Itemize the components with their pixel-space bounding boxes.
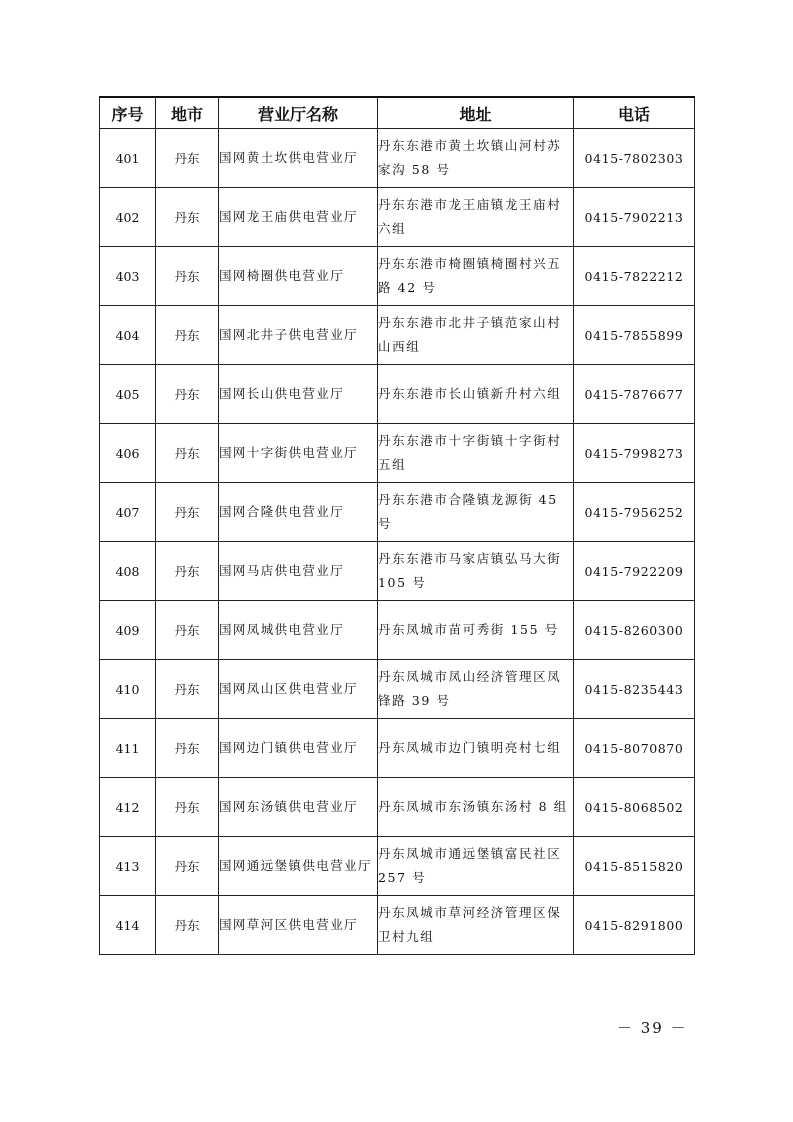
row-hall-name: 国网凤城供电营业厅 (219, 601, 378, 660)
table-header-row (100, 97, 695, 129)
row-seq: 405 (100, 365, 156, 424)
row-phone: 0415-7922209 (574, 542, 695, 601)
row-phone: 0415-8070870 (574, 719, 695, 778)
row-address: 丹东东港市北井子镇范家山村山西组 (378, 306, 574, 365)
row-city: 丹东 (156, 778, 219, 837)
row-city: 丹东 (156, 719, 219, 778)
table-row (100, 365, 695, 424)
row-seq: 403 (100, 247, 156, 306)
row-seq: 407 (100, 483, 156, 542)
row-city: 丹东 (156, 306, 219, 365)
table-row (100, 424, 695, 483)
row-phone: 0415-8068502 (574, 778, 695, 837)
table-row (100, 660, 695, 719)
row-address: 丹东东港市长山镇新升村六组 (378, 365, 574, 424)
row-hall-name: 国网边门镇供电营业厅 (219, 719, 378, 778)
row-city: 丹东 (156, 424, 219, 483)
row-seq: 410 (100, 660, 156, 719)
header-city: 地市 (156, 97, 219, 129)
row-address: 丹东凤城市通远堡镇富民社区 257 号 (378, 837, 574, 896)
row-hall-name: 国网黄土坎供电营业厅 (219, 129, 378, 188)
table-row (100, 188, 695, 247)
table-row (100, 483, 695, 542)
row-hall-name: 国网东汤镇供电营业厅 (219, 778, 378, 837)
row-address: 丹东凤城市苗可秀街 155 号 (378, 601, 574, 660)
row-city: 丹东 (156, 247, 219, 306)
row-seq: 402 (100, 188, 156, 247)
row-phone: 0415-7902213 (574, 188, 695, 247)
row-seq: 412 (100, 778, 156, 837)
row-phone: 0415-8291800 (574, 896, 695, 955)
row-seq: 414 (100, 896, 156, 955)
row-address: 丹东东港市椅圈镇椅圈村兴五路 42 号 (378, 247, 574, 306)
row-phone: 0415-7822212 (574, 247, 695, 306)
header-phone: 电话 (574, 97, 695, 129)
header-address: 地址 (378, 97, 574, 129)
row-hall-name: 国网长山供电营业厅 (219, 365, 378, 424)
row-seq: 413 (100, 837, 156, 896)
row-address: 丹东东港市黄土坎镇山河村苏家沟 58 号 (378, 129, 574, 188)
table-row (100, 129, 695, 188)
row-address: 丹东东港市马家店镇弘马大街 105 号 (378, 542, 574, 601)
table-row (100, 837, 695, 896)
row-city: 丹东 (156, 660, 219, 719)
row-phone: 0415-7855899 (574, 306, 695, 365)
row-seq: 404 (100, 306, 156, 365)
row-hall-name: 国网椅圈供电营业厅 (219, 247, 378, 306)
row-hall-name: 国网草河区供电营业厅 (219, 896, 378, 955)
row-city: 丹东 (156, 129, 219, 188)
page-number: － 39 － (617, 1019, 688, 1037)
row-hall-name: 国网北井子供电营业厅 (219, 306, 378, 365)
row-hall-name: 国网凤山区供电营业厅 (219, 660, 378, 719)
service-hall-table (99, 96, 695, 955)
row-phone: 0415-8515820 (574, 837, 695, 896)
table-row (100, 778, 695, 837)
table-row (100, 896, 695, 955)
row-seq: 411 (100, 719, 156, 778)
row-phone: 0415-8235443 (574, 660, 695, 719)
row-city: 丹东 (156, 365, 219, 424)
row-city: 丹东 (156, 601, 219, 660)
row-phone: 0415-7876677 (574, 365, 695, 424)
row-city: 丹东 (156, 542, 219, 601)
row-address: 丹东凤城市凤山经济管理区凤锋路 39 号 (378, 660, 574, 719)
table-row (100, 306, 695, 365)
row-hall-name: 国网合隆供电营业厅 (219, 483, 378, 542)
row-hall-name: 国网通远堡镇供电营业厅 (219, 837, 378, 896)
table-row (100, 542, 695, 601)
row-address: 丹东东港市龙王庙镇龙王庙村六组 (378, 188, 574, 247)
row-phone: 0415-7802303 (574, 129, 695, 188)
row-city: 丹东 (156, 837, 219, 896)
row-seq: 409 (100, 601, 156, 660)
row-address: 丹东凤城市东汤镇东汤村 8 组 (378, 778, 574, 837)
row-hall-name: 国网十字街供电营业厅 (219, 424, 378, 483)
row-seq: 406 (100, 424, 156, 483)
row-phone: 0415-7956252 (574, 483, 695, 542)
row-city: 丹东 (156, 483, 219, 542)
row-city: 丹东 (156, 188, 219, 247)
row-hall-name: 国网龙王庙供电营业厅 (219, 188, 378, 247)
header-hall-name: 营业厅名称 (219, 97, 378, 129)
row-address: 丹东东港市十字街镇十字街村五组 (378, 424, 574, 483)
table-row (100, 719, 695, 778)
row-phone: 0415-8260300 (574, 601, 695, 660)
table-row (100, 601, 695, 660)
row-seq: 401 (100, 129, 156, 188)
row-seq: 408 (100, 542, 156, 601)
header-seq: 序号 (100, 97, 156, 129)
row-phone: 0415-7998273 (574, 424, 695, 483)
row-address: 丹东凤城市边门镇明亮村七组 (378, 719, 574, 778)
row-address: 丹东凤城市草河经济管理区保卫村九组 (378, 896, 574, 955)
row-address: 丹东东港市合隆镇龙源街 45 号 (378, 483, 574, 542)
table-row (100, 247, 695, 306)
row-hall-name: 国网马店供电营业厅 (219, 542, 378, 601)
row-city: 丹东 (156, 896, 219, 955)
